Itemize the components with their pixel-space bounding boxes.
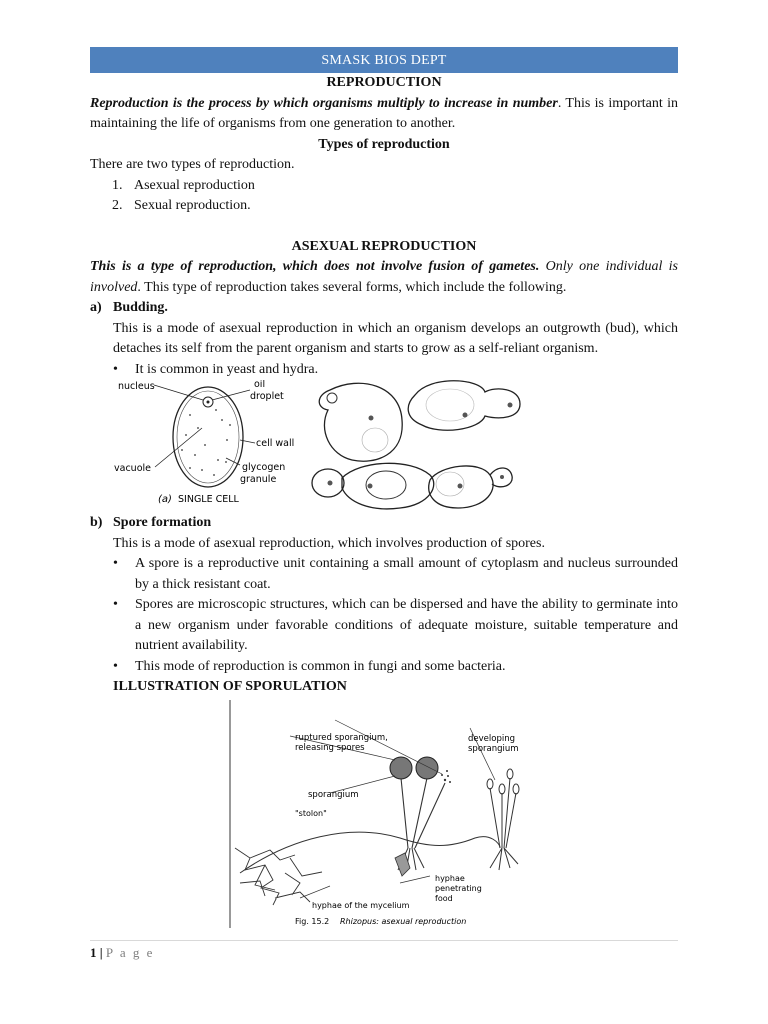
label-vacuole: vacuole xyxy=(114,463,151,474)
department-banner: SMASK BIOS DEPT xyxy=(90,47,678,73)
fig-caption: Rhizopus: asexual reproduction xyxy=(340,916,467,926)
label-stolon: "stolon" xyxy=(295,808,327,818)
page-title: REPRODUCTION xyxy=(326,75,442,90)
page-number: 1 xyxy=(90,945,97,960)
label-nucleus: nucleus xyxy=(118,381,155,392)
document-page xyxy=(90,47,678,928)
label-cell-wall: cell wall xyxy=(256,438,295,449)
budding-text: This is a mode of asexual reproduction in which an organism develops an outgrowth (bud), which detaches its self from the parent organism and starts to grow as a self-reliant organism. xyxy=(113,320,678,356)
footer-separator: | xyxy=(96,945,106,960)
list-item: 2. Sexual reproduction. xyxy=(112,198,251,213)
sporulation-figure xyxy=(90,698,678,928)
label-granule: granule xyxy=(240,474,277,485)
label-droplet: droplet xyxy=(250,391,284,402)
types-heading: Types of reproduction xyxy=(318,136,450,152)
label-hyphae-3: food xyxy=(435,893,453,903)
label-glycogen: glycogen xyxy=(242,462,286,473)
label-developing-2: sporangium xyxy=(468,743,519,754)
asexual-paragraph xyxy=(90,257,678,298)
types-list xyxy=(90,176,678,217)
page-footer xyxy=(90,940,678,961)
list-item: 1. Asexual reproduction xyxy=(112,177,255,193)
asexual-italic: Only one individual is involved xyxy=(90,259,678,295)
list-item: • A spore is a reproductive unit containing a small amount of cytoplasm and nucleus surrounded by a thick resistant coat. xyxy=(113,556,678,592)
caption-a: (a) xyxy=(158,494,172,505)
label-ruptured-2: releasing spores xyxy=(295,742,365,753)
label-sporangium: sporangium xyxy=(308,789,359,800)
intro-definition: Reproduction is the process by which organisms multiply to increase in number xyxy=(90,95,558,111)
rhizopus-diagram xyxy=(90,698,678,928)
asexual-rest: . This type of reproduction takes several forms, which include the following. xyxy=(137,279,567,295)
asexual-definition: This is a type of reproduction, which does not involve fusion of gametes. xyxy=(90,259,540,274)
label-developing-1: developing xyxy=(468,733,515,744)
yeast-diagram xyxy=(90,380,678,513)
label-hyphae-2: penetrating xyxy=(435,883,482,893)
budding-heading: a) Budding. xyxy=(90,300,168,315)
intro-rest: . This is important in maintaining the life of organisms from one generation to another. xyxy=(90,95,678,131)
asexual-heading: ASEXUAL REPRODUCTION xyxy=(291,238,477,254)
label-hyphae-1: hyphae xyxy=(435,873,465,883)
label-mycelium: hyphae of the mycelium xyxy=(312,900,410,910)
types-lead: There are two types of reproduction. xyxy=(90,157,295,172)
caption-single-cell: SINGLE CELL xyxy=(178,494,239,505)
label-ruptured-1: ruptured sporangium, xyxy=(295,732,388,743)
yeast-figure xyxy=(90,380,678,513)
list-item: • This mode of reproduction is common in fungi and some bacteria. xyxy=(113,658,506,674)
budding-bullets xyxy=(90,360,678,381)
fig-number: Fig. 15.2 xyxy=(295,916,330,926)
spore-bullets xyxy=(90,554,678,677)
intro-paragraph xyxy=(90,94,678,135)
page-word: P a g e xyxy=(105,945,155,960)
spore-text: This is a mode of asexual reproduction, which involves production of spores. xyxy=(113,535,545,551)
spore-heading: b) Spore formation xyxy=(90,515,212,530)
list-item: • It is common in yeast and hydra. xyxy=(113,361,319,377)
label-oil: oil xyxy=(254,380,266,390)
illustration-heading: ILLUSTRATION OF SPORULATION xyxy=(113,679,347,694)
list-item: • Spores are microscopic structures, which can be dispersed and have the ability to germinate into a new organism under favorable conditions of adequate moisture, suitable temperature and nutrient availability. xyxy=(113,597,678,653)
